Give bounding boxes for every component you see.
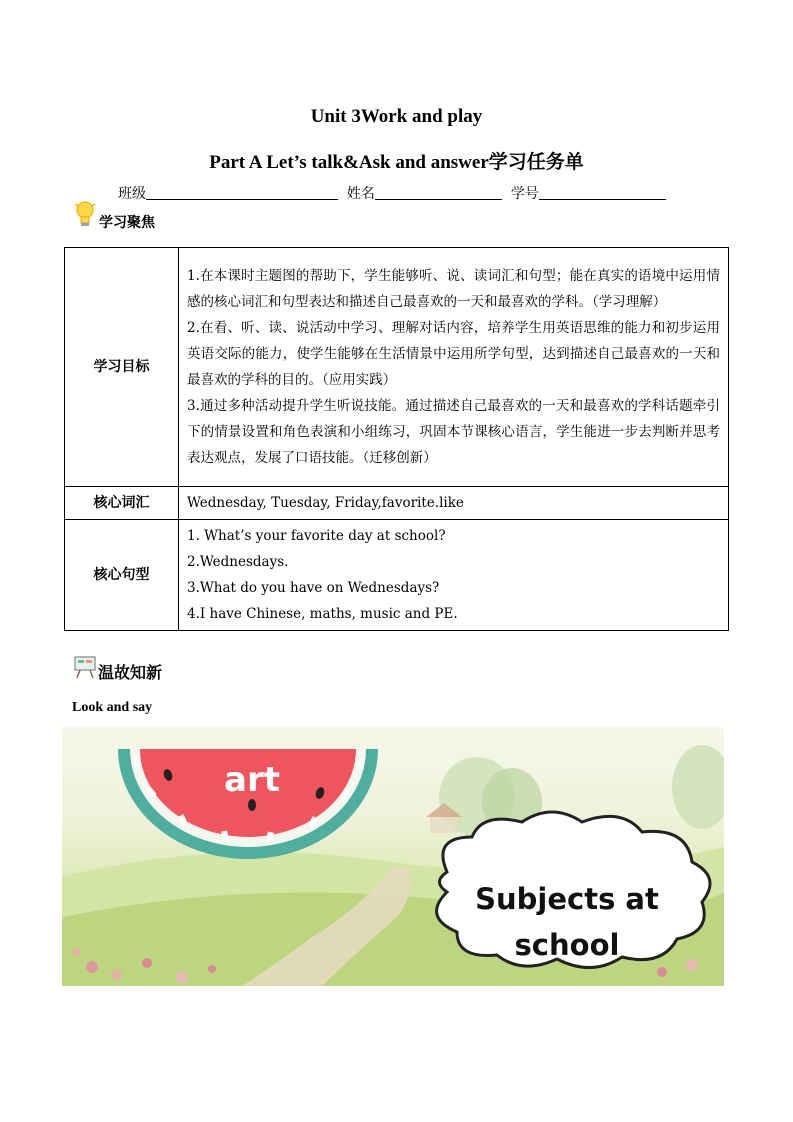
goal-line: 2.在看、听、读、说活动中学习、理解对话内容，培养学生用英语思维的能力和初步运用英语交际的能力，使学生能够在生活情景中运用所学句型，达到描述自己最喜欢的一天和最喜欢的学科的目的。（应用实践） [187,320,720,388]
name-label: 姓名 [346,186,375,202]
cloud-text-2: school [514,928,620,962]
sentence-line: 3.What do you have on Wednesdays? [187,580,440,596]
speech-cloud [437,812,710,968]
sentence-line: 4.I have Chinese, maths, music and PE. [187,606,458,622]
page-title: Unit 3Work and play [310,106,483,127]
vocab-content [179,487,729,520]
id-label: 学号 [510,186,539,202]
cloud-text-1: Subjects at [475,882,659,916]
vocab-line: Wednesday, Tuesday, Friday,favorite.like [187,495,464,511]
activity-label: Look and say [72,700,153,715]
table-row [65,520,729,631]
lightbulb-icon [74,200,96,234]
focus-table [64,247,729,631]
row-label-vocab: 核心词汇 [65,487,179,520]
section-review-title: 温故知新 [98,663,163,682]
sentence-line: 1. What’s your favorite day at school? [187,528,446,544]
sentence-line: 2.Wednesdays. [187,554,289,570]
class-blank[interactable] [146,184,338,200]
name-blank[interactable] [375,184,502,200]
table-row [65,248,729,487]
easel-icon [74,655,96,683]
id-blank[interactable] [539,184,666,200]
table-row [65,487,729,520]
sentences-content [179,520,729,631]
row-label-goals: 学习目标 [65,248,179,487]
section-review-heading [74,660,162,683]
student-info-line [118,183,666,203]
goal-line: 3.通过多种活动提升学生听说技能。通过描述自己最喜欢的一天和最喜欢的学科话题牵引下的情景设置和角色表演和小组练习，巩固本节课核心语言，学生能进一步去判断并思考表达观点，发展了口语技能。（迁移创新） [187,398,720,466]
class-label: 班级 [118,186,146,202]
section-focus-title: 学习聚焦 [99,215,155,231]
goals-content [179,248,729,487]
section-focus-heading [74,210,155,234]
goal-line: 1.在本课时主题图的帮助下，学生能够听、说、读词汇和句型；能在真实的语境中运用情感的核心词汇和句型表达和描述自己最喜欢的一天和最喜欢的学科。（学习理解） [187,268,720,310]
subject-word: art [224,760,280,800]
subjects-banner [62,727,724,986]
row-label-sentences: 核心句型 [65,520,179,631]
banner-scene [62,727,724,986]
page-subtitle: Part A Let’s talk&Ask and answer学习任务单 [209,152,584,173]
